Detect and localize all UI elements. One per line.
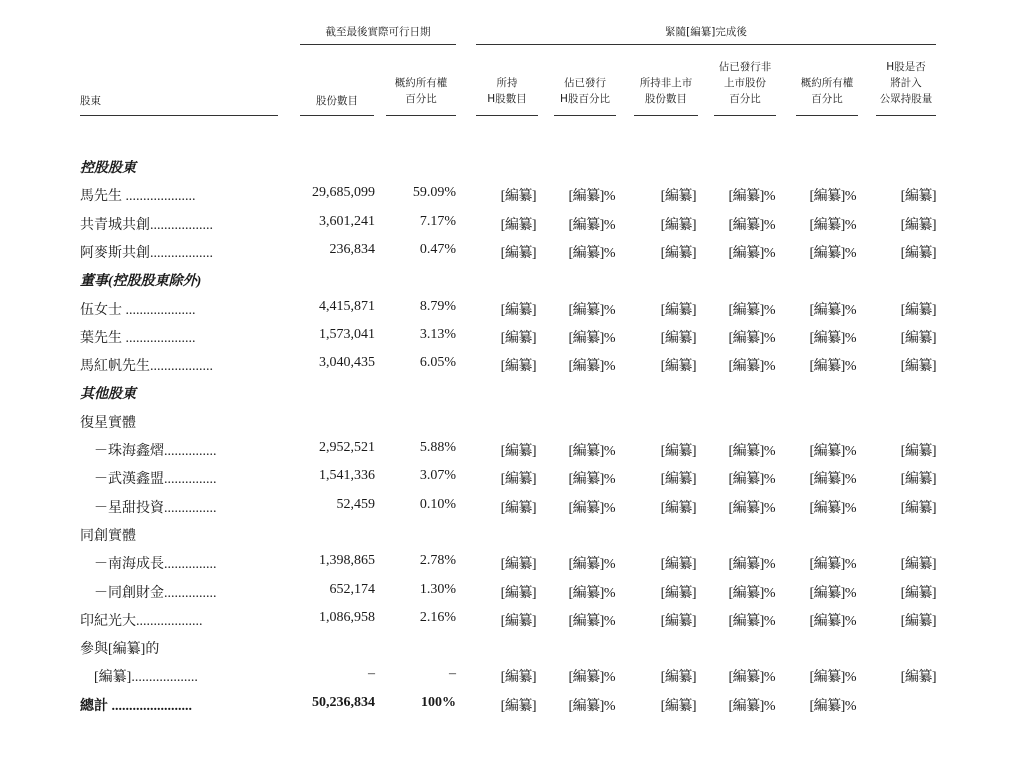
cell-float: [編纂] [900,557,936,573]
cell-pct: 7.17% [419,213,456,229]
shareholder-name [94,468,217,488]
shareholder-name-text: 總計 [80,698,108,714]
cell-h-pct: [編纂]% [568,245,615,261]
cell-shares: 3,601,241 [319,213,375,229]
cell-float: [編纂] [900,613,936,629]
cell-pct: 5.88% [419,440,456,455]
col-rule-pct [386,115,456,116]
cell-total-pct: [編纂]% [809,189,856,205]
cell-h-pct: [編纂]% [568,189,615,205]
cell-float: [編纂] [900,245,936,261]
cell-float: [編纂] [900,189,936,205]
cell-nl-pct: [編纂]% [728,500,775,516]
cell-pct: 1.30% [419,581,456,597]
col-header-nonlisted-shares: 所持非上市 股份數目 [639,77,693,105]
section-heading: 控股股東 [80,161,136,176]
cell-nl-pct: [編纂]% [728,698,775,714]
col-header-total-pct: 概約所有權 百分比 [800,77,854,105]
shareholder-name [94,440,217,460]
cell-pct: 0.47% [419,241,456,257]
cell-nl-pct: [編纂]% [728,670,775,686]
shareholder-name [94,582,217,602]
col-header-shareholder: 股東 [80,95,101,107]
cell-nl-shares: [編纂] [660,472,696,488]
cell-float: [編纂] [900,330,936,346]
dot-leader: ............... [164,585,217,601]
cell-nl-pct: [編纂]% [728,359,775,375]
cell-h-pct: [編纂]% [568,444,615,459]
shareholder-name [80,242,213,262]
total-row-label [80,695,192,715]
cell-pct: 2.78% [419,553,456,569]
cell-nl-shares: [編纂] [660,330,696,346]
shareholder-name-text: [編纂] [94,670,132,686]
cell-total-pct: [編纂]% [809,472,856,488]
col-rule-shareholder [80,115,278,116]
cell-pct: 8.79% [419,298,456,314]
col-header-h-pct: 佔已發行 H股百分比 [560,77,610,105]
shareholder-name [94,497,217,517]
dot-leader: .................... [122,330,196,346]
dot-leader: ....................... [108,698,192,714]
cell-pct: 6.05% [419,355,456,371]
cell-float: [編纂] [900,472,936,488]
cell-total-pct: [編纂]% [809,585,856,601]
cell-h-shares: [編纂] [500,670,536,686]
cell-float: [編纂] [900,359,936,375]
cell-shares: 52,459 [336,496,375,512]
col-rule-h-pct [554,115,616,116]
section-heading: 董事(控股股東除外) [80,274,202,290]
shareholder-name-text: 阿麥斯共創 [80,245,150,261]
cell-h-pct: [編纂]% [568,330,615,346]
cell-nl-shares: [編纂] [660,302,696,318]
cell-nl-pct: [編纂]% [728,189,775,205]
entity-label: 參與[編纂]的 [80,642,160,658]
cell-shares: 1,541,336 [319,468,375,484]
cell-total-pct: [編纂]% [809,670,856,686]
cell-nl-shares: [編纂] [660,613,696,629]
shareholder-name [80,185,196,205]
cell-total-pct: [編纂]% [809,557,856,573]
cell-h-shares: [編纂] [500,330,536,346]
dot-leader: ............... [164,557,217,573]
cell-pct: – [449,666,456,682]
cell-h-shares: [編纂] [500,302,536,318]
col-rule-nonlisted-pct [714,115,776,116]
col-header-nonlisted-pct: 佔已發行非 上市股份 百分比 [718,61,772,105]
cell-h-shares: [編纂] [500,698,536,714]
shareholder-name-text: －同創財金 [94,585,164,601]
section-heading: 其他股東 [80,387,136,403]
shareholder-name [80,299,196,319]
col-rule-shares [300,115,374,116]
cell-nl-shares: [編纂] [660,217,696,233]
cell-nl-pct: [編纂]% [728,245,775,261]
shareholder-name-text: 印紀光大 [80,613,136,629]
cell-h-shares: [編纂] [500,500,536,516]
cell-shares: 1,398,865 [319,553,375,569]
cell-nl-pct: [編纂]% [728,444,775,459]
cell-nl-shares: [編纂] [660,698,696,714]
col-rule-total-pct [796,115,858,116]
shareholder-name-text: －珠海鑫熠 [94,444,164,459]
shareholder-name [80,355,213,375]
cell-shares: 29,685,099 [312,185,375,201]
cell-nl-pct: [編纂]% [728,330,775,346]
shareholder-name-text: 伍女士 [80,302,122,318]
cell-float: [編纂] [900,585,936,601]
dot-leader: ............... [164,500,217,516]
cell-pct: 2.16% [419,609,456,625]
cell-h-shares: [編纂] [500,189,536,205]
shareholder-name-text: 馬紅帆先生 [80,359,150,375]
cell-nl-shares: [編纂] [660,670,696,686]
cell-h-shares: [編纂] [500,444,536,459]
cell-pct: 3.13% [419,326,456,342]
cell-h-pct: [編纂]% [568,613,615,629]
cell-nl-shares: [編纂] [660,500,696,516]
shareholder-name [94,666,198,686]
shareholder-name [80,610,203,630]
col-header-public-float: H股是否 將計入 公眾持股量 [879,61,933,105]
cell-total-pct: [編纂]% [809,330,856,346]
cell-nl-pct: [編纂]% [728,557,775,573]
col-rule-public-float [876,115,936,116]
cell-pct: 59.09% [412,185,456,201]
dot-leader: .................. [150,217,213,233]
cell-total-pct: [編纂]% [809,500,856,516]
cell-float: [編纂] [900,302,936,318]
cell-shares: 236,834 [329,241,375,257]
shareholder-name-text: －南海成長 [94,557,164,573]
dot-leader: .................. [150,359,213,375]
cell-total-pct: [編纂]% [809,698,856,714]
cell-total-pct: [編纂]% [809,359,856,375]
col-header-h-shares: 所持 H股數目 [487,77,527,105]
col-header-pct: 概約所有權 百分比 [394,77,448,105]
cell-nl-shares: [編纂] [660,245,696,261]
shareholder-name-text: 葉先生 [80,330,122,346]
cell-nl-pct: [編纂]% [728,217,775,233]
col-rule-nonlisted-shares [634,115,698,116]
cell-total-pct: [編纂]% [809,444,856,459]
cell-shares: 2,952,521 [319,440,375,455]
cell-h-shares: [編纂] [500,557,536,573]
entity-label: 復星實體 [80,415,136,431]
cell-pct: 100% [421,694,456,710]
cell-h-pct: [編纂]% [568,500,615,516]
group-header-rule-right [476,44,936,45]
cell-pct: 0.10% [419,496,456,512]
cell-h-pct: [編纂]% [568,585,615,601]
dot-leader: .................... [122,302,196,318]
cell-nl-shares: [編纂] [660,557,696,573]
cell-total-pct: [編纂]% [809,613,856,629]
cell-nl-pct: [編纂]% [728,613,775,629]
shareholder-name [80,327,196,347]
cell-nl-shares: [編纂] [660,585,696,601]
cell-h-shares: [編纂] [500,472,536,488]
cell-h-pct: [編纂]% [568,217,615,233]
cell-shares: 3,040,435 [319,355,375,371]
entity-label: 同創實體 [80,528,136,544]
cell-h-pct: [編纂]% [568,302,615,318]
cell-h-pct: [編纂]% [568,557,615,573]
cell-total-pct: [編纂]% [809,217,856,233]
dot-leader: ................... [136,613,203,629]
cell-shares: 1,086,958 [319,609,375,625]
shareholder-name [80,214,213,234]
dot-leader: ............... [164,444,217,459]
dot-leader: ............... [164,472,217,488]
cell-shares: 4,415,871 [319,298,375,314]
cell-nl-shares: [編纂] [660,444,696,459]
cell-pct: 3.07% [419,468,456,484]
cell-h-shares: [編纂] [500,359,536,375]
group-header-after-completion: 緊隨[編纂]完成後 [665,26,747,38]
cell-h-shares: [編纂] [500,217,536,233]
cell-shares: – [368,666,375,682]
shareholder-name-text: －武漢鑫盟 [94,472,164,488]
cell-shares: 652,174 [329,581,375,597]
cell-shares: 1,573,041 [319,326,375,342]
cell-nl-pct: [編纂]% [728,472,775,488]
cell-h-shares: [編纂] [500,245,536,261]
shareholder-name-text: 共青城共創 [80,217,150,233]
shareholder-name [94,553,217,573]
cell-nl-pct: [編纂]% [728,585,775,601]
cell-h-shares: [編纂] [500,613,536,629]
cell-h-pct: [編纂]% [568,472,615,488]
cell-float: [編纂] [900,670,936,686]
dot-leader: .................... [122,189,196,205]
cell-nl-shares: [編纂] [660,189,696,205]
col-rule-h-shares [476,115,538,116]
cell-h-shares: [編纂] [500,585,536,601]
group-header-rule-left [300,44,456,45]
cell-h-pct: [編纂]% [568,359,615,375]
dot-leader: ................... [131,670,198,686]
cell-total-pct: [編纂]% [809,245,856,261]
dot-leader: .................. [150,245,213,261]
cell-float: [編纂] [900,444,936,459]
cell-nl-shares: [編纂] [660,359,696,375]
shareholder-name-text: －星甜投資 [94,500,164,516]
shareholder-name-text: 馬先生 [80,189,122,205]
cell-h-pct: [編纂]% [568,698,615,714]
cell-float: [編纂] [900,500,936,516]
cell-h-pct: [編纂]% [568,670,615,686]
col-header-shares: 股份數目 [316,95,358,107]
cell-float: [編纂] [900,217,936,233]
group-header-latest-date: 截至最後實際可行日期 [325,26,431,38]
cell-shares: 50,236,834 [312,694,375,710]
cell-total-pct: [編纂]% [809,302,856,318]
cell-nl-pct: [編纂]% [728,302,775,318]
